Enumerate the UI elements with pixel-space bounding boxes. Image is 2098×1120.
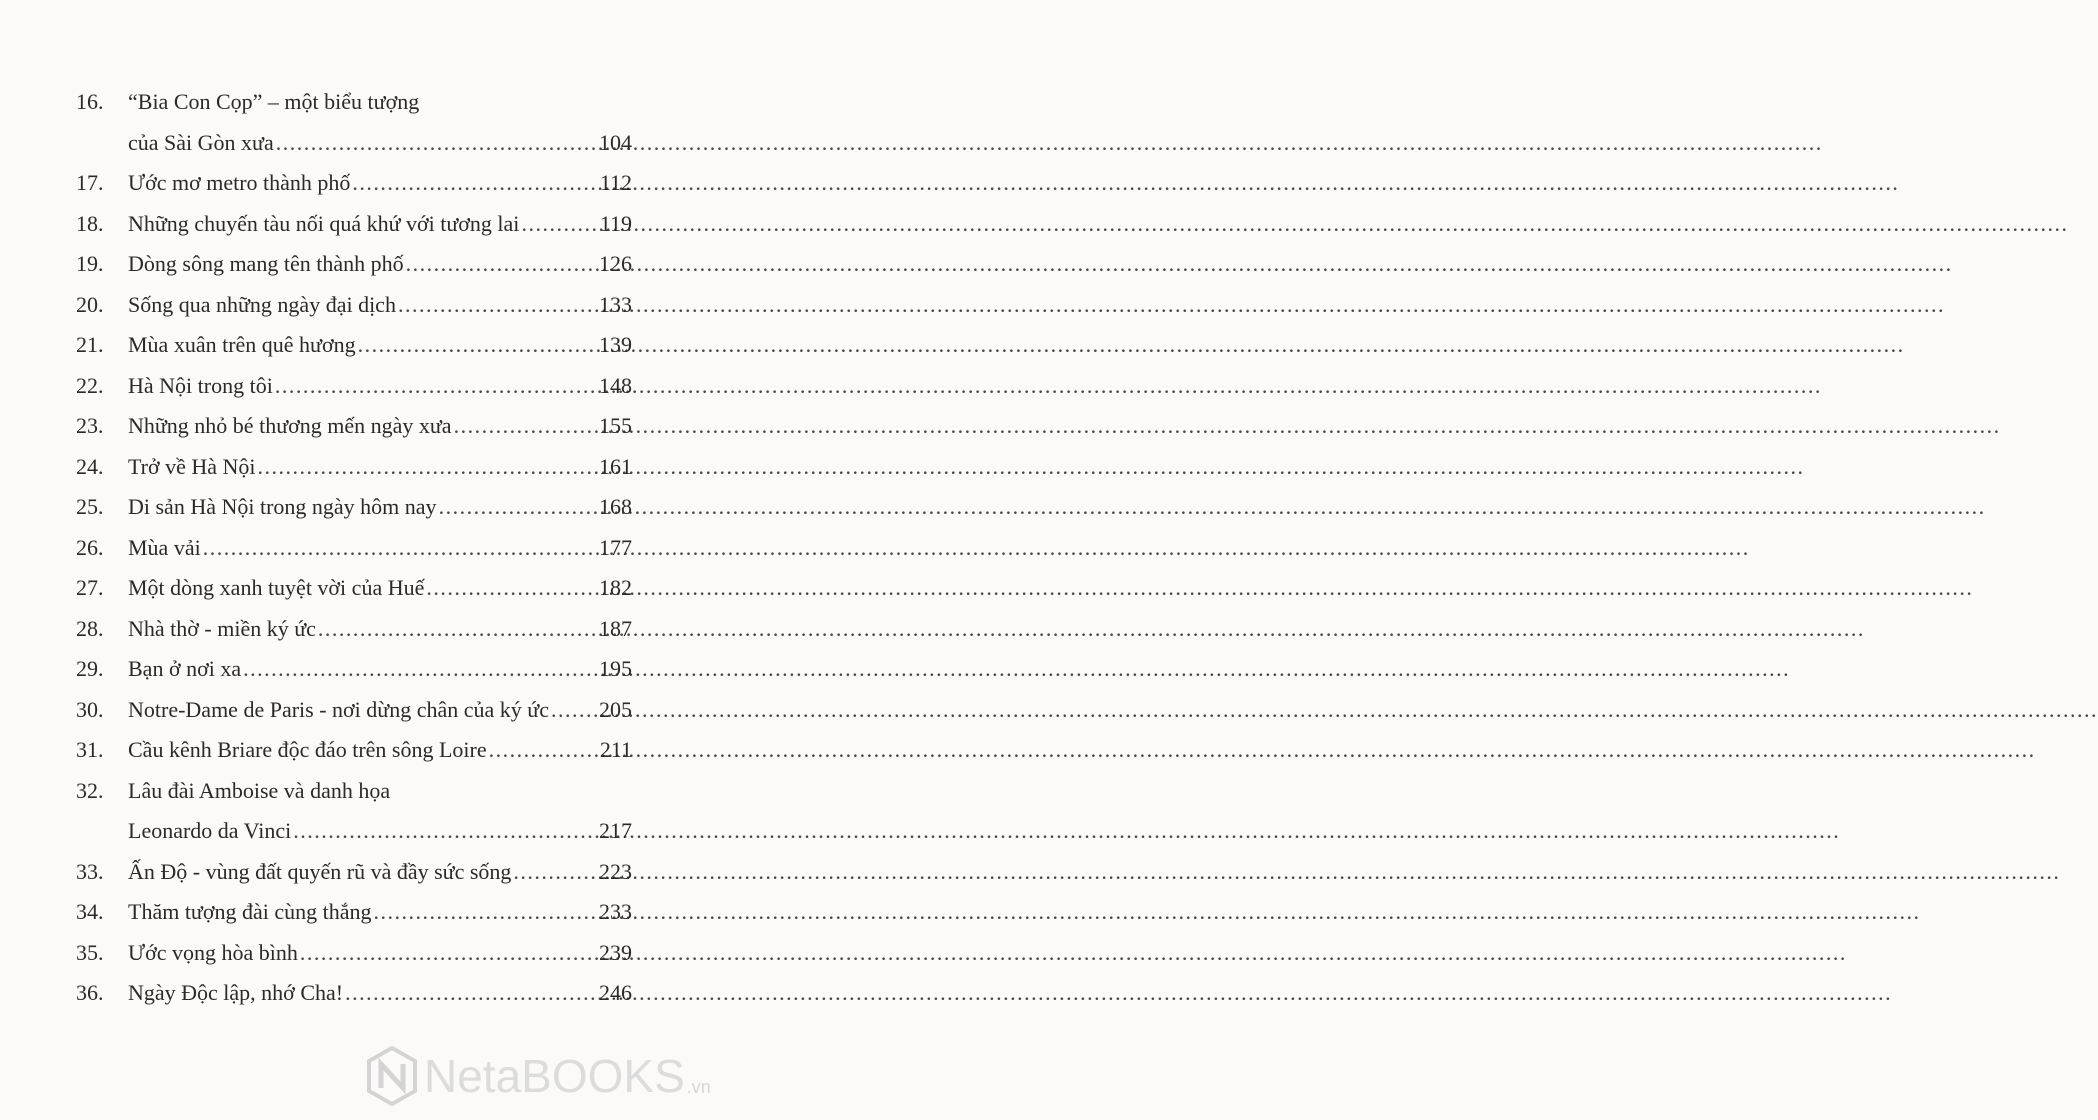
entry-number: 28. (76, 615, 104, 641)
entry-row (128, 892, 632, 933)
dot-leader (275, 366, 597, 407)
entry-page-number: 211 (599, 737, 632, 762)
entry-title: Ngày Độc lập, nhớ Cha! (128, 980, 344, 1005)
dot-leader (489, 730, 598, 771)
entry-title: Notre-Dame de Paris - nơi dừng chân của ký ức (128, 696, 549, 722)
entry-page-number: 112 (599, 170, 632, 195)
entry-page-number: 246 (599, 980, 632, 1005)
entry-page-number: 239 (599, 939, 632, 965)
entry-page-number: 161 (599, 453, 632, 479)
dot-leader (352, 163, 597, 204)
entry-page-number: 177 (599, 534, 632, 560)
dot-leader (293, 811, 597, 852)
entry-page-number: 139 (599, 332, 632, 357)
entry-row (128, 285, 632, 326)
entry-row (128, 123, 632, 164)
toc-entry (76, 163, 632, 204)
entry-title: Những chuyến tàu nối quá khứ với tương lai (128, 210, 520, 236)
entry-title: Những nhỏ bé thương mến ngày xưa (128, 413, 452, 438)
toc-entry (76, 973, 632, 1014)
entry-page-number: 148 (599, 372, 632, 398)
entry-number: 16. (76, 89, 104, 114)
entry-number: 30. (76, 696, 104, 722)
entry-page-number: 155 (599, 413, 632, 438)
toc-entry (76, 244, 632, 285)
toc-entry (76, 892, 632, 933)
toc-entry (76, 325, 632, 366)
toc-entry (76, 852, 632, 893)
entry-title: Một dòng xanh tuyệt vời của Huế (128, 575, 425, 600)
watermark (366, 1046, 711, 1106)
entry-page-number: 182 (599, 575, 632, 600)
entry-page-number: 119 (599, 210, 632, 236)
entry-row (128, 568, 632, 609)
toc-entry (76, 366, 632, 407)
dot-leader (551, 690, 597, 731)
entry-number: 35. (76, 939, 104, 965)
dot-leader (513, 852, 597, 893)
entry-number: 17. (76, 170, 104, 195)
entry-row (128, 690, 632, 731)
entry-title: Ước vọng hòa bình (128, 939, 298, 965)
entry-number: 31. (76, 737, 104, 762)
entry-row (128, 528, 632, 569)
entry-title: Hà Nội trong tôi (128, 372, 273, 398)
dot-leader (398, 285, 597, 326)
entry-number: 33. (76, 858, 104, 884)
entry-number: 23. (76, 413, 104, 438)
toc-entry (76, 771, 632, 852)
entry-title: Nhà thờ - miền ký ức (128, 615, 316, 641)
dot-leader (454, 406, 597, 447)
entry-row (128, 204, 632, 245)
entry-page-number: 187 (599, 615, 632, 641)
entry-number: 29. (76, 656, 104, 681)
toc-entry (76, 406, 632, 447)
entry-page-number: 205 (599, 696, 632, 722)
dot-leader (406, 244, 597, 285)
entry-page-number: 168 (599, 494, 632, 519)
toc-entry (76, 730, 632, 771)
toc-entry (76, 690, 632, 731)
entry-title: Ấn Độ - vùng đất quyến rũ và đầy sức sống (128, 858, 512, 884)
entry-row (128, 609, 632, 650)
entry-row (128, 366, 632, 407)
entry-number: 32. (76, 777, 104, 803)
entry-title: Sống qua những ngày đại dịch (128, 291, 396, 317)
entry-page-number: 104 (599, 129, 632, 155)
entry-title: Mùa xuân trên quê hương (128, 332, 356, 357)
dot-leader (358, 325, 597, 366)
entry-title: Bạn ở nơi xa (128, 656, 242, 681)
entry-row (128, 649, 632, 690)
dot-leader (521, 204, 597, 245)
entry-row (128, 933, 632, 974)
dot-leader (426, 568, 597, 609)
entry-row (128, 730, 632, 771)
entry-title: Mùa vải (128, 534, 201, 560)
entry-row (128, 487, 632, 528)
entry-number: 25. (76, 494, 104, 519)
dot-leader (345, 973, 597, 1014)
entry-row (128, 406, 632, 447)
entry-page-number: 223 (599, 858, 632, 884)
entry-number: 26. (76, 534, 104, 560)
toc-entry (76, 204, 632, 245)
dot-leader (374, 892, 597, 933)
entry-title-line1: Lâu đài Amboise và danh họa (128, 777, 391, 803)
toc-entry (76, 487, 632, 528)
entry-row (128, 811, 632, 852)
entry-title: Thăm tượng đài cùng thắng (128, 899, 372, 924)
toc-entry (76, 528, 632, 569)
dot-leader (318, 609, 597, 650)
entry-row (128, 447, 632, 488)
entry-page-number: 126 (599, 251, 632, 276)
dot-leader (243, 649, 597, 690)
entry-number: 34. (76, 899, 104, 924)
entry-number: 22. (76, 372, 104, 398)
entry-title: Trở về Hà Nội (128, 453, 256, 479)
table-of-contents (76, 82, 632, 1014)
watermark-brand: NetaBOOKS (424, 1050, 685, 1102)
entry-title: Leonardo da Vinci (128, 818, 292, 843)
entry-title: Ước mơ metro thành phố (128, 170, 351, 195)
dot-leader (203, 528, 597, 569)
toc-entry (76, 649, 632, 690)
entry-title: Di sản Hà Nội trong ngày hôm nay (128, 494, 437, 519)
entry-number: 24. (76, 453, 104, 479)
entry-number: 21. (76, 332, 104, 357)
entry-page-number: 195 (599, 656, 632, 681)
entry-title-line1: “Bia Con Cọp” – một biểu tượng (128, 89, 420, 114)
entry-row (128, 244, 632, 285)
entry-number: 36. (76, 980, 104, 1005)
toc-entry (76, 285, 632, 326)
entry-number: 20. (76, 291, 104, 317)
entry-number: 19. (76, 251, 104, 276)
toc-entry (76, 609, 632, 650)
entry-row (128, 325, 632, 366)
toc-entry (76, 933, 632, 974)
entry-title: Dòng sông mang tên thành phố (128, 251, 404, 276)
dot-leader (258, 447, 597, 488)
entry-page-number: 233 (599, 899, 632, 924)
entry-page-number: 217 (599, 818, 632, 843)
toc-entry (76, 82, 632, 163)
entry-row (128, 973, 632, 1014)
watermark-suffix: .vn (686, 1077, 711, 1097)
toc-entry (76, 568, 632, 609)
entry-number: 27. (76, 575, 104, 600)
entry-number: 18. (76, 210, 104, 236)
netabooks-logo-icon (366, 1046, 418, 1106)
entry-row (128, 163, 632, 204)
dot-leader (276, 123, 597, 164)
toc-entry (76, 447, 632, 488)
dot-leader (300, 933, 597, 974)
entry-title: của Sài Gòn xưa (128, 129, 274, 155)
entry-row (128, 852, 632, 893)
entry-title: Cầu kênh Briare độc đáo trên sông Loire (128, 737, 487, 762)
entry-page-number: 133 (599, 291, 632, 317)
dot-leader (439, 487, 597, 528)
